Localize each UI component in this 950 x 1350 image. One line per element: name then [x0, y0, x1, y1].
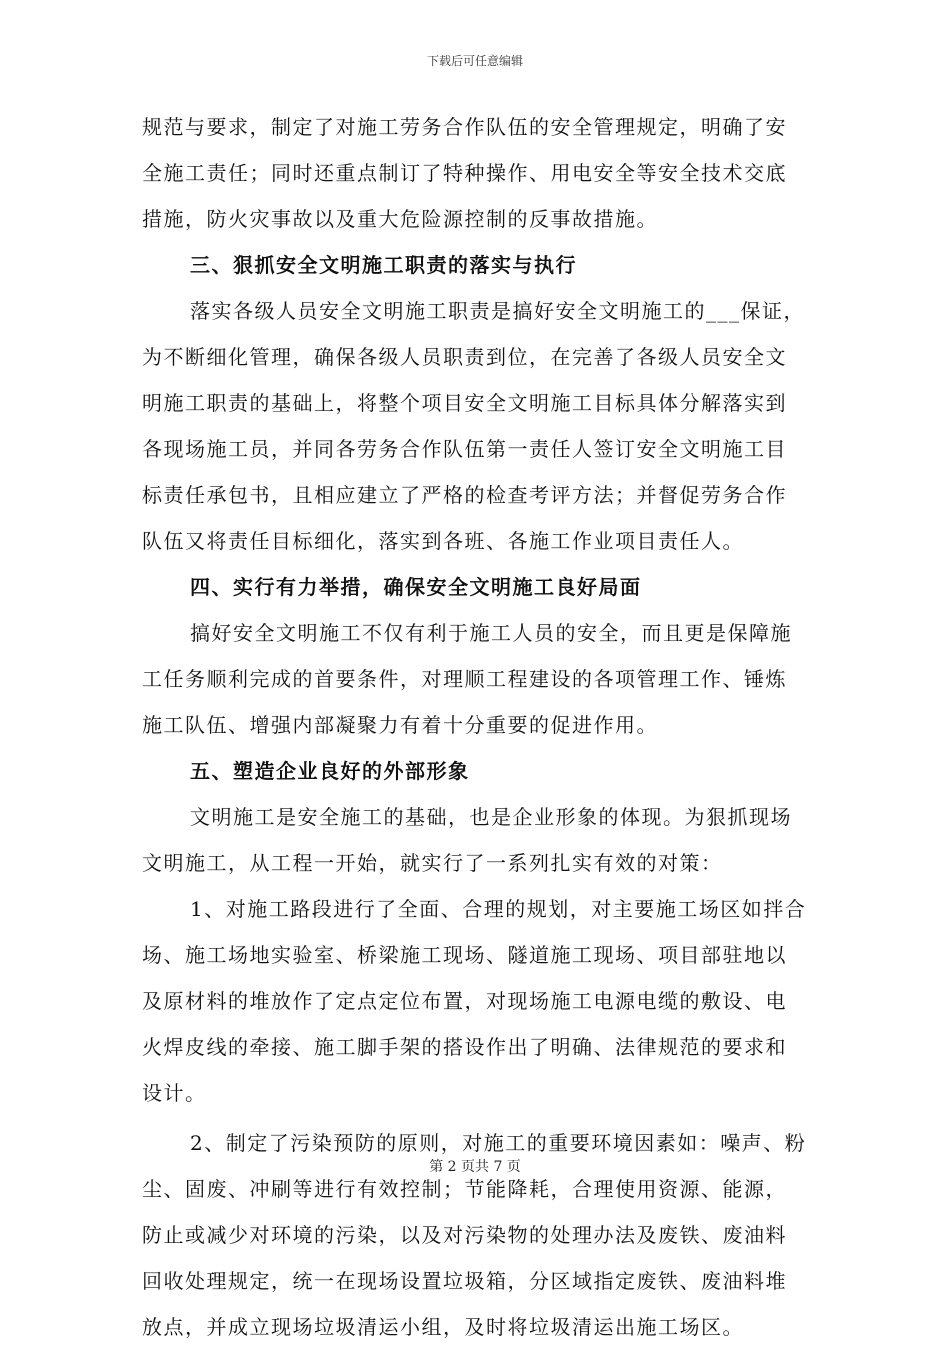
paragraph-line: 及原材料的堆放作了定点定位布置，对现场施工电源电缆的敷设、电	[142, 989, 787, 1013]
paragraph-line: 设计。	[142, 1081, 207, 1105]
paragraph-line: 施工队伍、增强内部凝聚力有着十分重要的促进作用。	[142, 713, 658, 737]
paragraph-first-line: 文明施工是安全施工的基础，也是企业形象的体现。为狠抓现场	[190, 805, 792, 829]
section-heading: 三、狠抓安全文明施工职责的落实与执行	[190, 253, 577, 277]
paragraph-line: 标责任承包书，且相应建立了严格的检查考评方法；并督促劳务合作	[142, 483, 787, 507]
paragraph-line: 明施工职责的基础上，将整个项目安全文明施工目标具体分解落实到	[142, 391, 787, 415]
paragraph-line: 工任务顺利完成的首要条件，对理顺工程建设的各项管理工作、锤炼	[142, 667, 787, 691]
page-header: 下载后可任意编辑	[426, 54, 523, 68]
paragraph-line: 火焊皮线的牵接、施工脚手架的搭设作出了明确、法律规范的要求和	[142, 1035, 787, 1059]
paragraph-line: 队伍又将责任目标细化，落实到各班、各施工作业项目责任人。	[142, 529, 744, 553]
paragraph-first-line: 搞好安全文明施工不仅有利于施工人员的安全，而且更是保障施	[190, 621, 792, 645]
paragraph-line: 尘、固废、冲刷等进行有效控制；节能降耗，合理使用资源、能源，	[142, 1177, 787, 1201]
paragraph-line: 回收处理规定，统一在现场设置垃圾箱，分区域指定废铁、废油料堆	[142, 1269, 787, 1293]
paragraph-first-line: 2、制定了污染预防的原则，对施工的重要环境因素如：噪声、粉	[190, 1131, 807, 1155]
paragraph-line: 防止或减少对环境的污染，以及对污染物的处理办法及废铁、废油料	[142, 1223, 787, 1247]
paragraph-line: 文明施工，从工程一开始，就实行了一系列扎实有效的对策：	[142, 851, 723, 875]
paragraph-line: 规范与要求，制定了对施工劳务合作队伍的安全管理规定，明确了安	[142, 115, 787, 139]
section-heading: 五、塑造企业良好的外部形象	[190, 759, 470, 783]
paragraph-line: 全施工责任；同时还重点制订了特种操作、用电安全等安全技术交底	[142, 161, 787, 185]
paragraph-line: 措施，防火灾事故以及重大危险源控制的反事故措施。	[142, 207, 658, 231]
paragraph-line: 各现场施工员，并同各劳务合作队伍第一责任人签订安全文明施工目	[142, 437, 787, 461]
paragraph-line: 为不断细化管理，确保各级人员职责到位，在完善了各级人员安全文	[142, 345, 787, 369]
paragraph-line: 放点，并成立现场垃圾清运小组，及时将垃圾清运出施工场区。	[142, 1315, 744, 1339]
paragraph-line: 场、施工场地实验室、桥梁施工现场、隧道施工现场、项目部驻地以	[142, 943, 787, 967]
paragraph-first-line: 1、对施工路段进行了全面、合理的规划，对主要施工场区如拌合	[190, 897, 807, 921]
section-heading: 四、实行有力举措，确保安全文明施工良好局面	[190, 575, 642, 599]
paragraph-first-line: 落实各级人员安全文明施工职责是搞好安全文明施工的___保证，	[190, 299, 805, 323]
page-footer: 第 2 页共 7 页	[429, 1159, 521, 1175]
